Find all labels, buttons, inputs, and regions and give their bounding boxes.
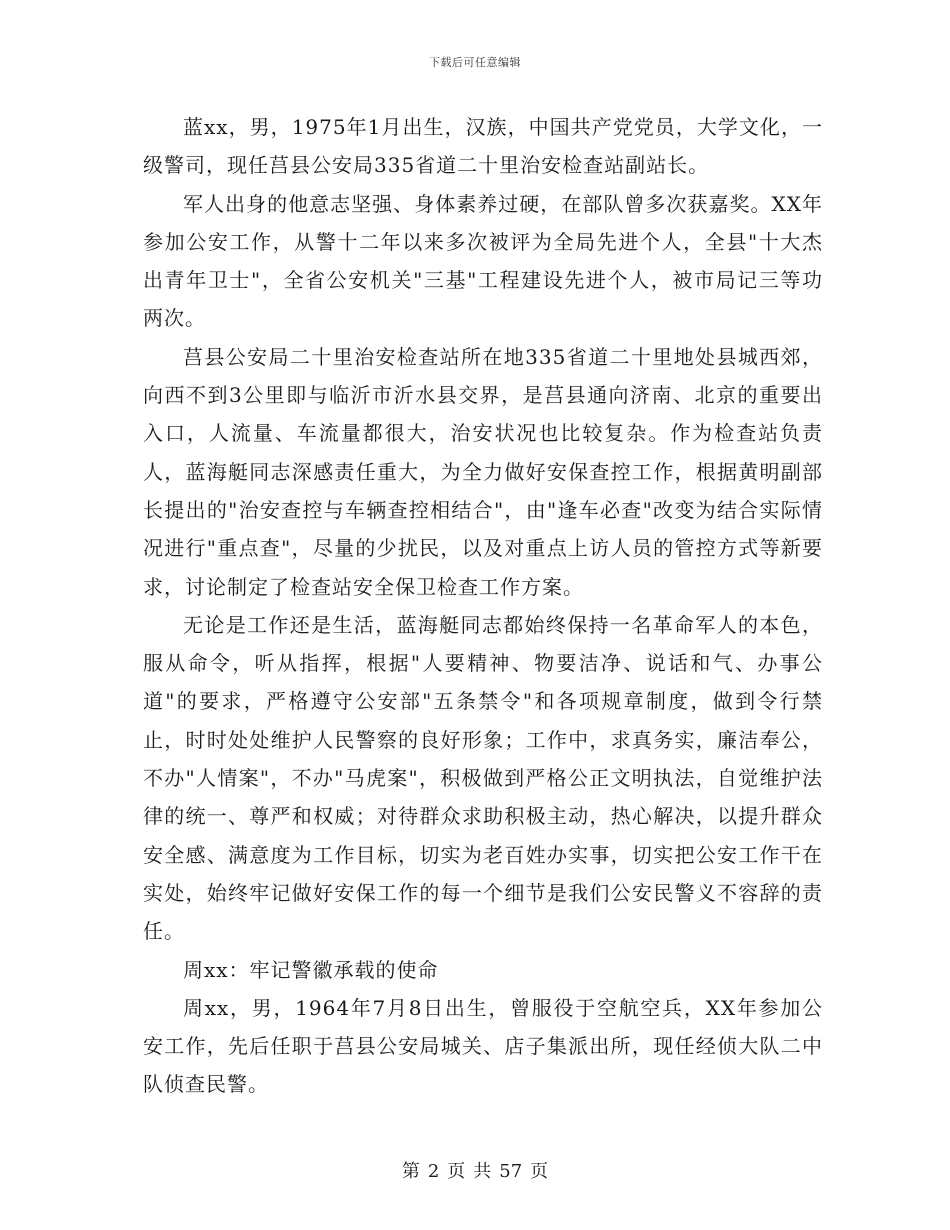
footer-page-word: 页: [447, 1161, 466, 1182]
footer-total-word: 共: [473, 1161, 492, 1182]
paragraph-profile-zhou: 周xx，男，1964年7月8日出生，曾服役于空航空兵，XX年参加公安工作，先后任职于莒县公安局城关、店子集派出所，现任经侦大队二中队侦查民警。: [143, 995, 823, 1097]
header-note: 下载后可任意编辑: [429, 56, 521, 69]
paragraph-lan-conduct: 无论是工作还是生活，蓝海艇同志都始终保持一名革命军人的本色，服从命令，听从指挥，根据"人要精神、物要洁净、说话和气、办事公道"的要求，严格遵守公安部"五条禁令"和各项规章制度，做到令行禁止，时时处处维护人民警察的良好形象；工作中，求真务实，廉洁奉公，不办"人情案"，不办"马虎案"，积极做到严格公正文明执法，自觉维护法律的统一、尊严和权威；对待群众求助积极主动，热心解决，以提升群众安全感、满意度为工作目标，切实为老百姓办实事，切实把公安工作干在实处，始终牢记做好安保工作的每一个细节是我们公安民警义不容辞的责任。: [143, 612, 823, 944]
footer-page-word-end: 页: [530, 1161, 549, 1182]
footer-current-page: 2: [427, 1161, 440, 1182]
paragraph-checkpoint: 莒县公安局二十里治安检查站所在地335省道二十里地处县城西郊，向西不到3公里即与临沂市沂水县交界，是莒县通向济南、北京的重要出入口，人流量、车流量都很大，治安状况也比较复杂。作为检查站负责人，蓝海艇同志深感责任重大，为全力做好安保查控工作，根据黄明副部长提出的"治安查控与车辆查控相结合"，由"逢车必查"改变为结合实际情况进行"重点查"，尽量的少扰民，以及对重点上访人员的管控方式等新要求，讨论制定了检查站安全保卫检查工作方案。: [143, 344, 823, 599]
paragraph-lan-honors: 军人出身的他意志坚强、身体素养过硬，在部队曾多次获嘉奖。XX年参加公安工作，从警十二年以来多次被评为全局先进个人，全县"十大杰出青年卫士"，全省公安机关"三基"工程建设先进个人，被市局记三等功两次。: [143, 191, 823, 331]
document-body: [143, 108, 823, 1104]
paragraph-profile-lan: 蓝xx，男，1975年1月出生，汉族，中国共产党党员，大学文化，一级警司，现任莒县公安局335省道二十里治安检查站副站长。: [143, 115, 823, 178]
footer-total-pages: 57: [499, 1161, 523, 1182]
page-footer: [0, 1157, 950, 1183]
footer-prefix: 第: [401, 1161, 420, 1182]
section-heading-zhou: 周xx：牢记警徽承载的使命: [183, 957, 439, 982]
